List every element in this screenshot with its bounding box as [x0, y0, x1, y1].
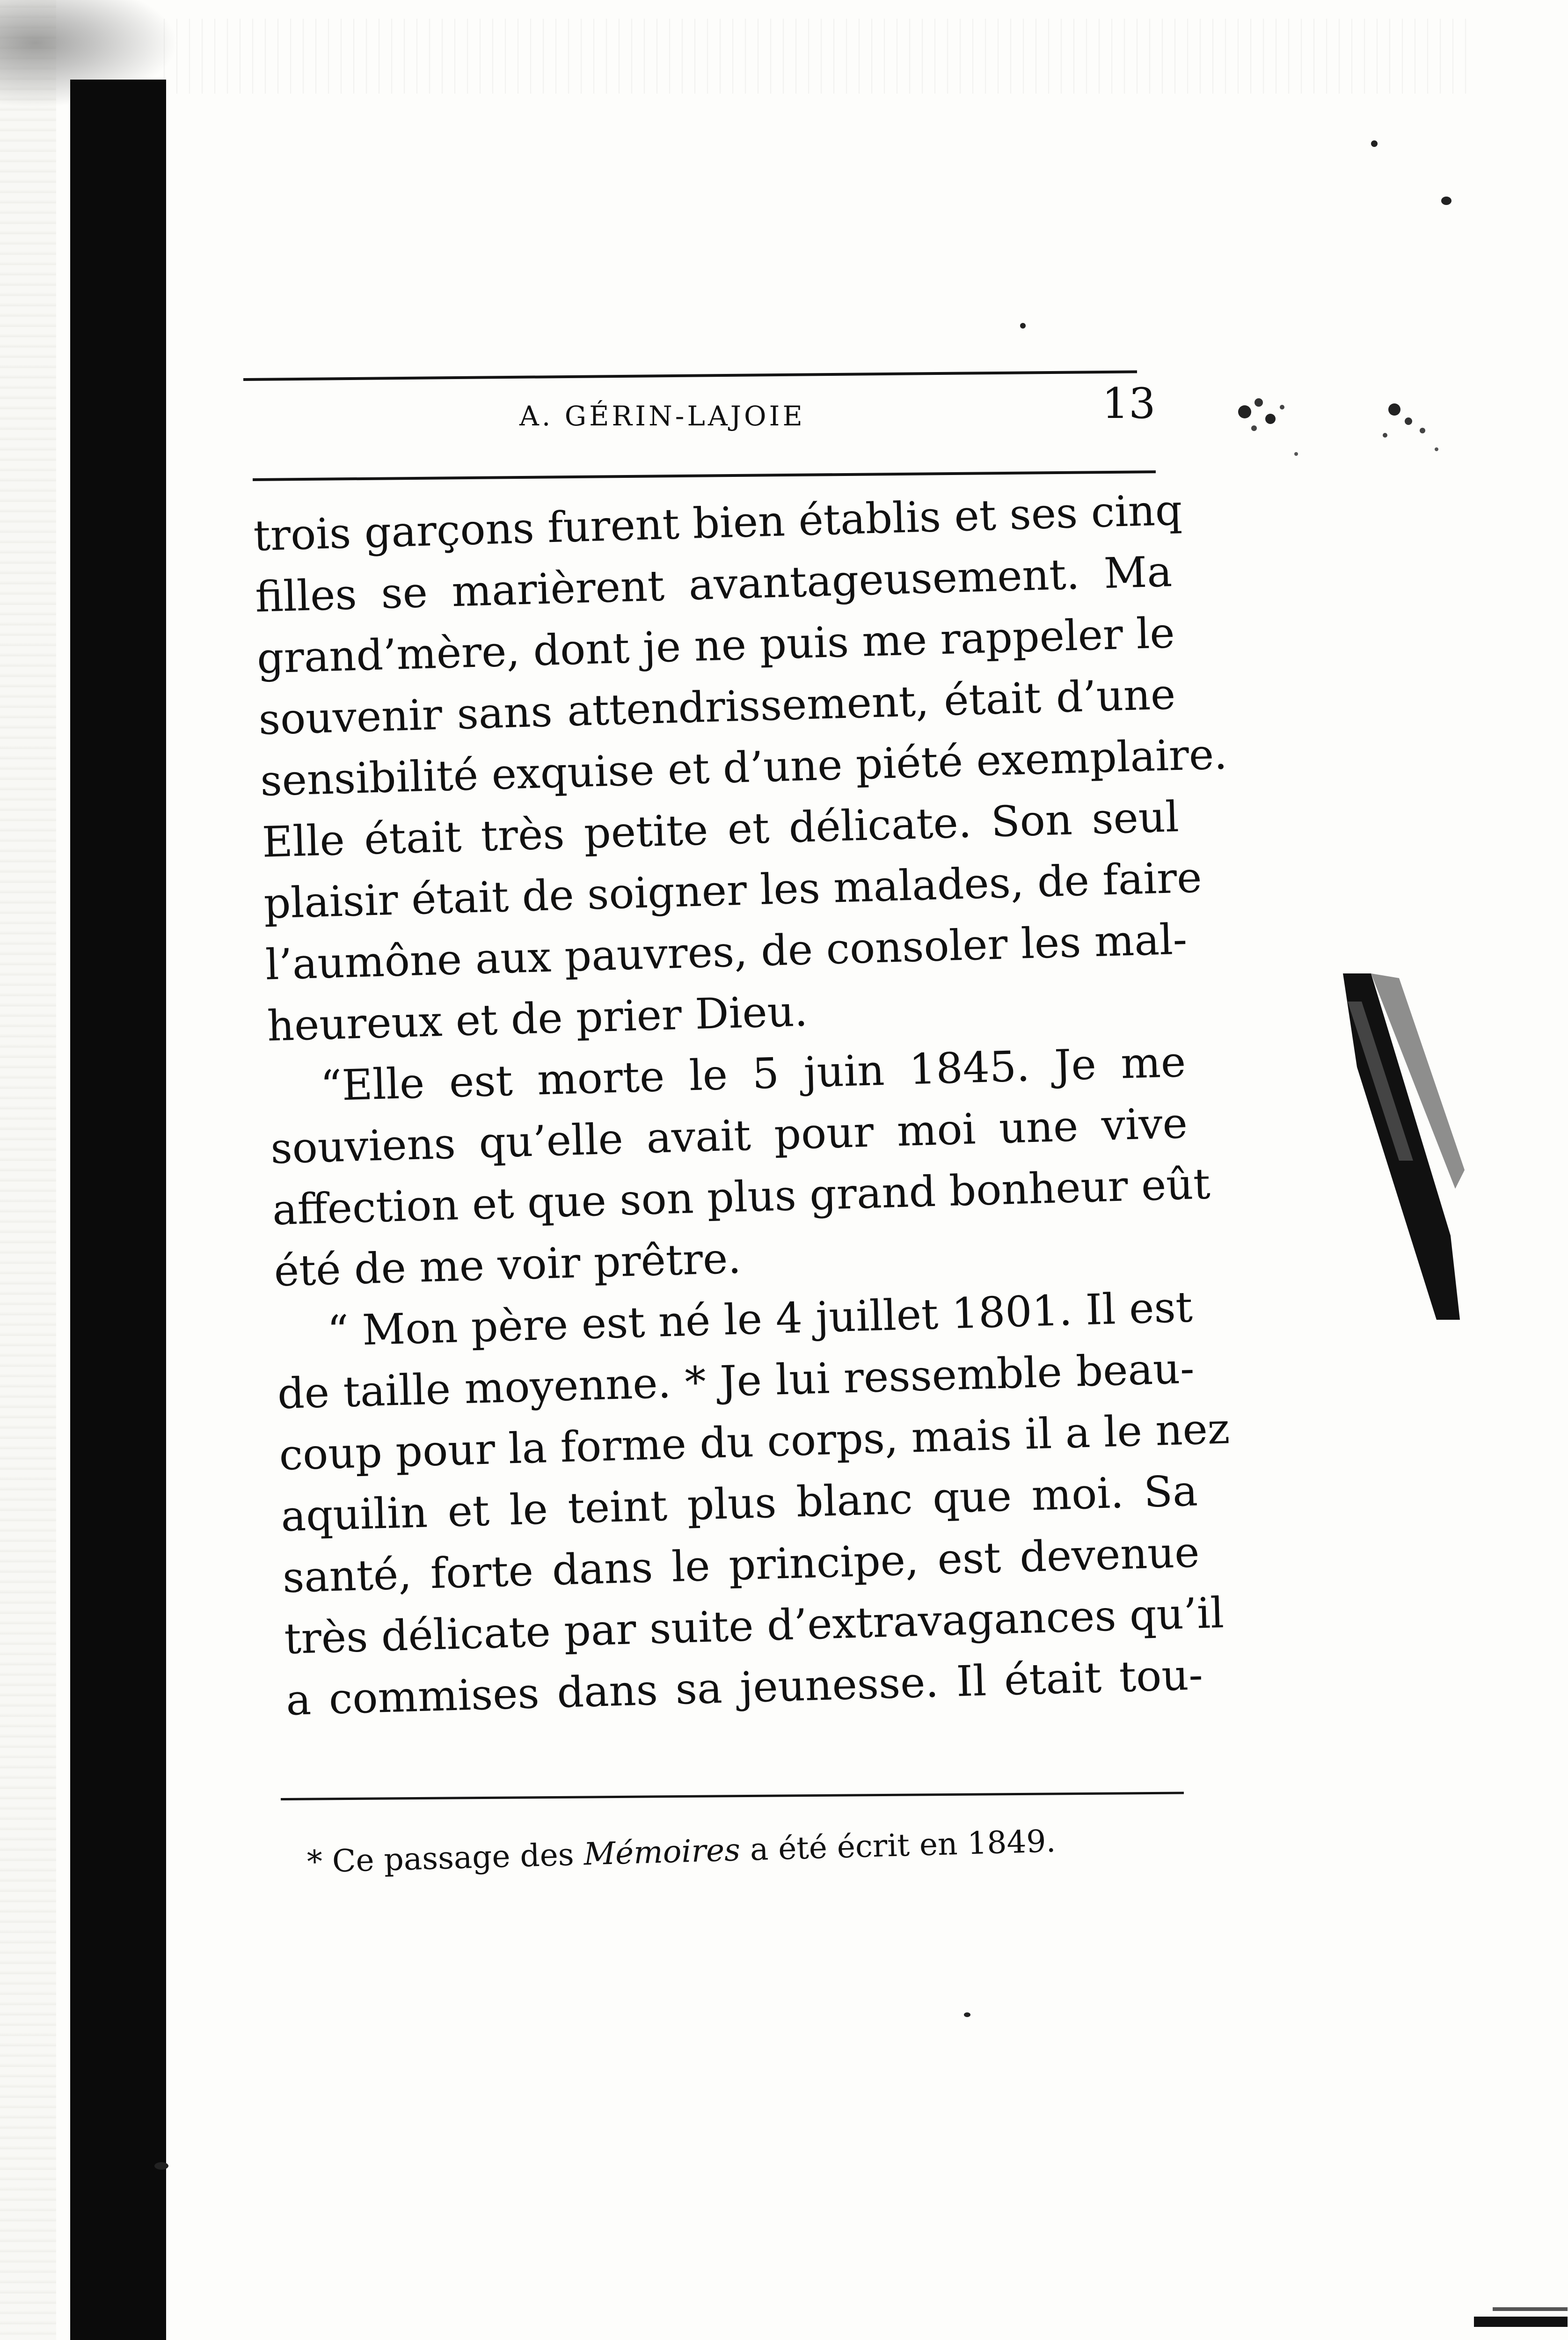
- header-rule-bottom: [253, 470, 1156, 481]
- adjacent-page-shadow: [1343, 973, 1483, 1320]
- text-line: plaisir était de soigner les malades, de faire: [263, 853, 1203, 929]
- ink-speck: [964, 2012, 970, 2017]
- footnote-suffix: a été écrit en 1849.: [749, 1823, 1057, 1868]
- footnote-title: Mémoires: [583, 1832, 741, 1872]
- book-binding-shadow: [70, 80, 166, 2340]
- scan-noise: [164, 19, 1474, 94]
- text-line: souvenir sans attendrissement, était d’une: [258, 670, 1176, 745]
- ink-speck: [1020, 323, 1026, 329]
- text-line: affection et que son plus grand bonheur eût: [271, 1159, 1211, 1235]
- scan-edge-mark: [1474, 2303, 1568, 2335]
- text-line: filles se marièrent avantageusement. Ma: [255, 547, 1173, 622]
- text-line: très délicate par suite d’extravagances qu’il: [284, 1588, 1225, 1664]
- text-line: a commises dans sa jeunesse. Il était tou-: [285, 1650, 1204, 1725]
- text-line: trois garçons furent bien établis et ses cinq: [253, 485, 1183, 561]
- page-binding-edge: [0, 0, 56, 2340]
- footnote-prefix: * Ce passage des: [306, 1836, 575, 1880]
- header-rule-top: [243, 370, 1137, 381]
- text-line: aquilin et le teint plus blanc que moi. Sa: [280, 1466, 1199, 1542]
- text-line: sensibilité exquise et d’une piété exemplaire.: [259, 730, 1228, 806]
- page-number: 13: [1102, 379, 1156, 428]
- running-head-author: A. GÉRIN-LAJOIE: [519, 400, 805, 432]
- text-line: souviens qu’elle avait pour moi une vive: [270, 1098, 1189, 1174]
- body-text: [253, 480, 1231, 1731]
- text-line: heureux et de prier Dieu.: [266, 987, 809, 1051]
- ink-speck: [154, 2162, 168, 2170]
- text-line: santé, forte dans le principe, est devenue: [282, 1528, 1200, 1603]
- ink-speckle-cluster: [1226, 384, 1469, 491]
- text-line: grand’mère, dont je ne puis me rappeler le: [256, 608, 1175, 683]
- text-line: “Elle est morte le 5 juin 1845. Je me: [320, 1037, 1187, 1111]
- text-line: l’aumône aux pauvres, de consoler les mal-: [264, 914, 1188, 990]
- text-line: “ Mon père est né le 4 juillet 1801. Il est: [326, 1282, 1194, 1356]
- footnote: [306, 1823, 1056, 1880]
- ink-speck: [1441, 197, 1451, 205]
- text-line: été de me voir prêtre.: [273, 1234, 742, 1296]
- footnote-rule: [281, 1792, 1184, 1800]
- text-line: Elle était très petite et délicate. Son seul: [261, 792, 1180, 867]
- text-line: de taille moyenne. * Je lui ressemble beau-: [277, 1344, 1195, 1419]
- ink-speck: [1371, 140, 1378, 147]
- text-line: coup pour la forme du corps, mais il a le nez: [278, 1404, 1231, 1480]
